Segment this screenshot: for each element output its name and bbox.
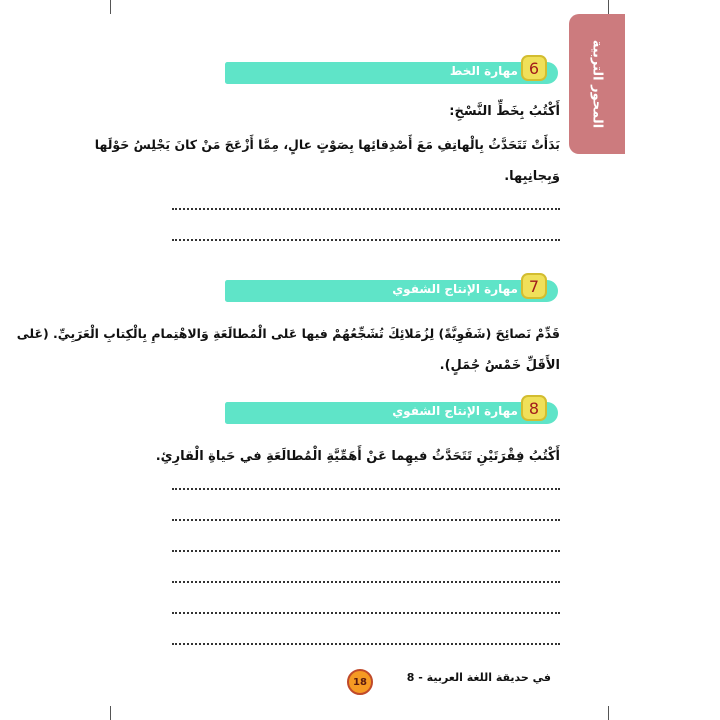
section-number-badge: 7 [521, 273, 547, 299]
section-title: مهارة الخط [449, 64, 518, 78]
instruction-text: أَكْتُبُ بِخَطِّ النَّسْخِ: [449, 104, 560, 119]
writing-line [172, 550, 560, 552]
body-text-line: وَبِجانِبِها. [504, 169, 560, 184]
section-7-header [225, 280, 558, 302]
side-tab [569, 14, 625, 154]
crop-mark [110, 706, 111, 720]
body-text-line: أَكْتُبُ فِقْرَتَيْنِ تَتَحَدَّثُ فيهِما عَنْ أَهَمِّيَّةِ الْمُطالَعَةِ في حَياةِ الْقارِئِ. [155, 449, 560, 464]
body-text-line: الأَقَلِّ خَمْسُ جُمَلٍ). [439, 358, 560, 373]
book-title: في حديقة اللغة العربية - 8 [406, 671, 551, 684]
section-number-badge: 6 [521, 55, 547, 81]
section-6-header [225, 62, 558, 84]
section-title: مهارة الإنتاج الشفوي [392, 282, 518, 296]
section-8-header [225, 402, 558, 424]
writing-line [172, 581, 560, 583]
writing-line [172, 239, 560, 241]
crop-mark [608, 706, 609, 720]
writing-line [172, 208, 560, 210]
body-text-line: قَدِّمْ نَصائِحَ (شَفَوِيَّةً) لِزُمَلائِكَ تُشَجِّعُهُمْ فيها عَلى الْمُطالَعَةِ وَالاهْتِمامِ بِالْكِتابِ الْعَرَبِيِّ. (عَلى [16, 326, 560, 341]
crop-mark [608, 0, 609, 14]
writing-line [172, 488, 560, 490]
section-title: مهارة الإنتاج الشفوي [392, 404, 518, 418]
body-text-line: بَدَأَتْ تَتَحَدَّثُ بِالْهاتِفِ مَعَ أَصْدِقائِها بِصَوْتٍ عالٍ، مِمَّا أَزْعَجَ مَنْ كانَ يَجْلِسُ حَوْلَها [94, 137, 560, 152]
section-number-badge: 8 [521, 395, 547, 421]
page-number-badge: 18 [347, 669, 373, 695]
crop-mark [110, 0, 111, 14]
writing-line [172, 519, 560, 521]
writing-line [172, 643, 560, 645]
side-tab-label: المحور التربية [589, 39, 605, 129]
writing-line [172, 612, 560, 614]
